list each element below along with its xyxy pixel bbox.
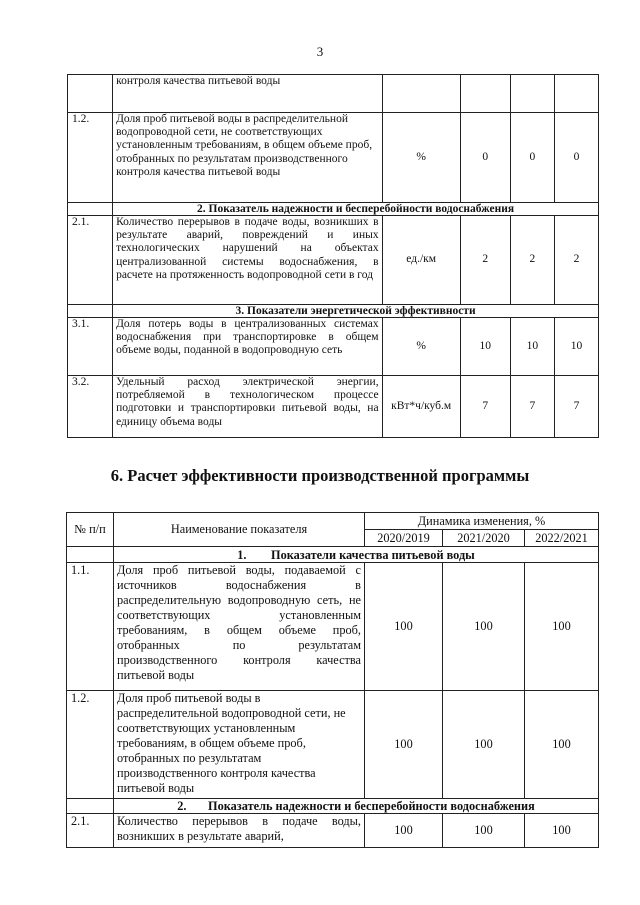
value: 100 [525, 563, 599, 691]
value: 100 [443, 563, 525, 691]
efficiency-table [66, 512, 599, 848]
value: 10 [460, 318, 510, 376]
indicator-name: Количество перерывов в подаче воды, возникших в результате аварий, повреждений и иных технологических нарушений на объектах централизованной системы водоснабжения, в расчете на протяженность водопроводной сети в год [113, 216, 383, 305]
section-title: 3. Показатели энергетической эффективности [113, 305, 599, 318]
section-title [114, 799, 599, 814]
indicator-name: Количество перерывов в подаче воды, возникших в результате аварий, [114, 814, 365, 848]
row-number: 1.1. [67, 563, 114, 691]
unit: кВт*ч/куб.м [382, 376, 460, 438]
unit: % [382, 113, 460, 203]
table-row [67, 814, 599, 848]
value: 2 [510, 216, 554, 305]
table-row [67, 563, 599, 691]
column-header-name: Наименование показателя [114, 513, 365, 547]
value: 0 [510, 113, 554, 203]
value: 2 [460, 216, 510, 305]
row-number: 2.1. [68, 216, 113, 305]
column-header-number: № п/п [67, 513, 114, 547]
column-header-year: 2022/2021 [525, 530, 599, 547]
section-number: 1. [237, 547, 247, 562]
value: 100 [365, 563, 443, 691]
header-row [67, 513, 599, 530]
section-row [67, 799, 599, 814]
page-number: 3 [316, 44, 324, 59]
section-row [68, 305, 599, 318]
value: 100 [443, 814, 525, 848]
table-row [67, 691, 599, 799]
section-row [68, 203, 599, 216]
indicator-name: Доля потерь воды в централизованных системах водоснабжения при транспортировке в общем объеме воды, поданной в водопроводную сеть [113, 318, 383, 376]
value: 10 [510, 318, 554, 376]
indicator-name: Доля проб питьевой воды в распределительной водопроводной сети, не соответствующих установленным требованиям, в общем объеме проб, отобранных по результатам производственного контроля качества питьевой воды [114, 691, 365, 799]
column-header-year: 2020/2019 [365, 530, 443, 547]
indicator-name: Доля проб питьевой воды в распределительной водопроводной сети, не соответствующих установленным требованиям, в общем объеме проб, отобранных по результатам производственного контроля качества питьевой воды [113, 113, 383, 203]
section-label: Показатель надежности и бесперебойности водоснабжения [208, 799, 535, 813]
row-number: 1.2. [67, 691, 114, 799]
column-header-dynamics: Динамика изменения, % [365, 513, 599, 530]
value: 0 [554, 113, 598, 203]
indicator-name: контроля качества питьевой воды [113, 75, 383, 113]
column-header-year: 2021/2020 [443, 530, 525, 547]
table-row [68, 376, 599, 438]
value: 100 [365, 691, 443, 799]
section-heading: 6. Расчет эффективности производственной программы [110, 466, 530, 485]
section-label: Показатели качества питьевой воды [271, 547, 475, 562]
row-number: 3.2. [68, 376, 113, 438]
value: 7 [460, 376, 510, 438]
section-number: 2. [177, 799, 187, 813]
table-row [68, 75, 599, 113]
value: 100 [525, 691, 599, 799]
value: 7 [554, 376, 598, 438]
value: 100 [365, 814, 443, 848]
table-row [68, 113, 599, 203]
indicator-name: Удельный расход электрической энергии, потребляемой в технологическом процессе подготовки и транспортировки питьевой воды, на единицу объема воды [113, 376, 383, 438]
value: 0 [460, 113, 510, 203]
row-number: 1.2. [68, 113, 113, 203]
table-row [68, 318, 599, 376]
unit: ед./км [382, 216, 460, 305]
table-row [68, 216, 599, 305]
section-title: 2. Показатель надежности и бесперебойности водоснабжения [113, 203, 599, 216]
section-title [114, 547, 599, 563]
value: 2 [554, 216, 598, 305]
value: 7 [510, 376, 554, 438]
row-number: 3.1. [68, 318, 113, 376]
value: 100 [443, 691, 525, 799]
value: 10 [554, 318, 598, 376]
row-number: 2.1. [67, 814, 114, 848]
indicator-name: Доля проб питьевой воды, подаваемой с источников водоснабжения в распределительную водопроводную сеть, не соответствующих установленным требованиям, в общем объеме проб, отобранных по результатам производственного контроля качества питьевой воды [114, 563, 365, 691]
value: 100 [525, 814, 599, 848]
unit: % [382, 318, 460, 376]
indicators-table [67, 74, 599, 438]
section-row [67, 547, 599, 563]
